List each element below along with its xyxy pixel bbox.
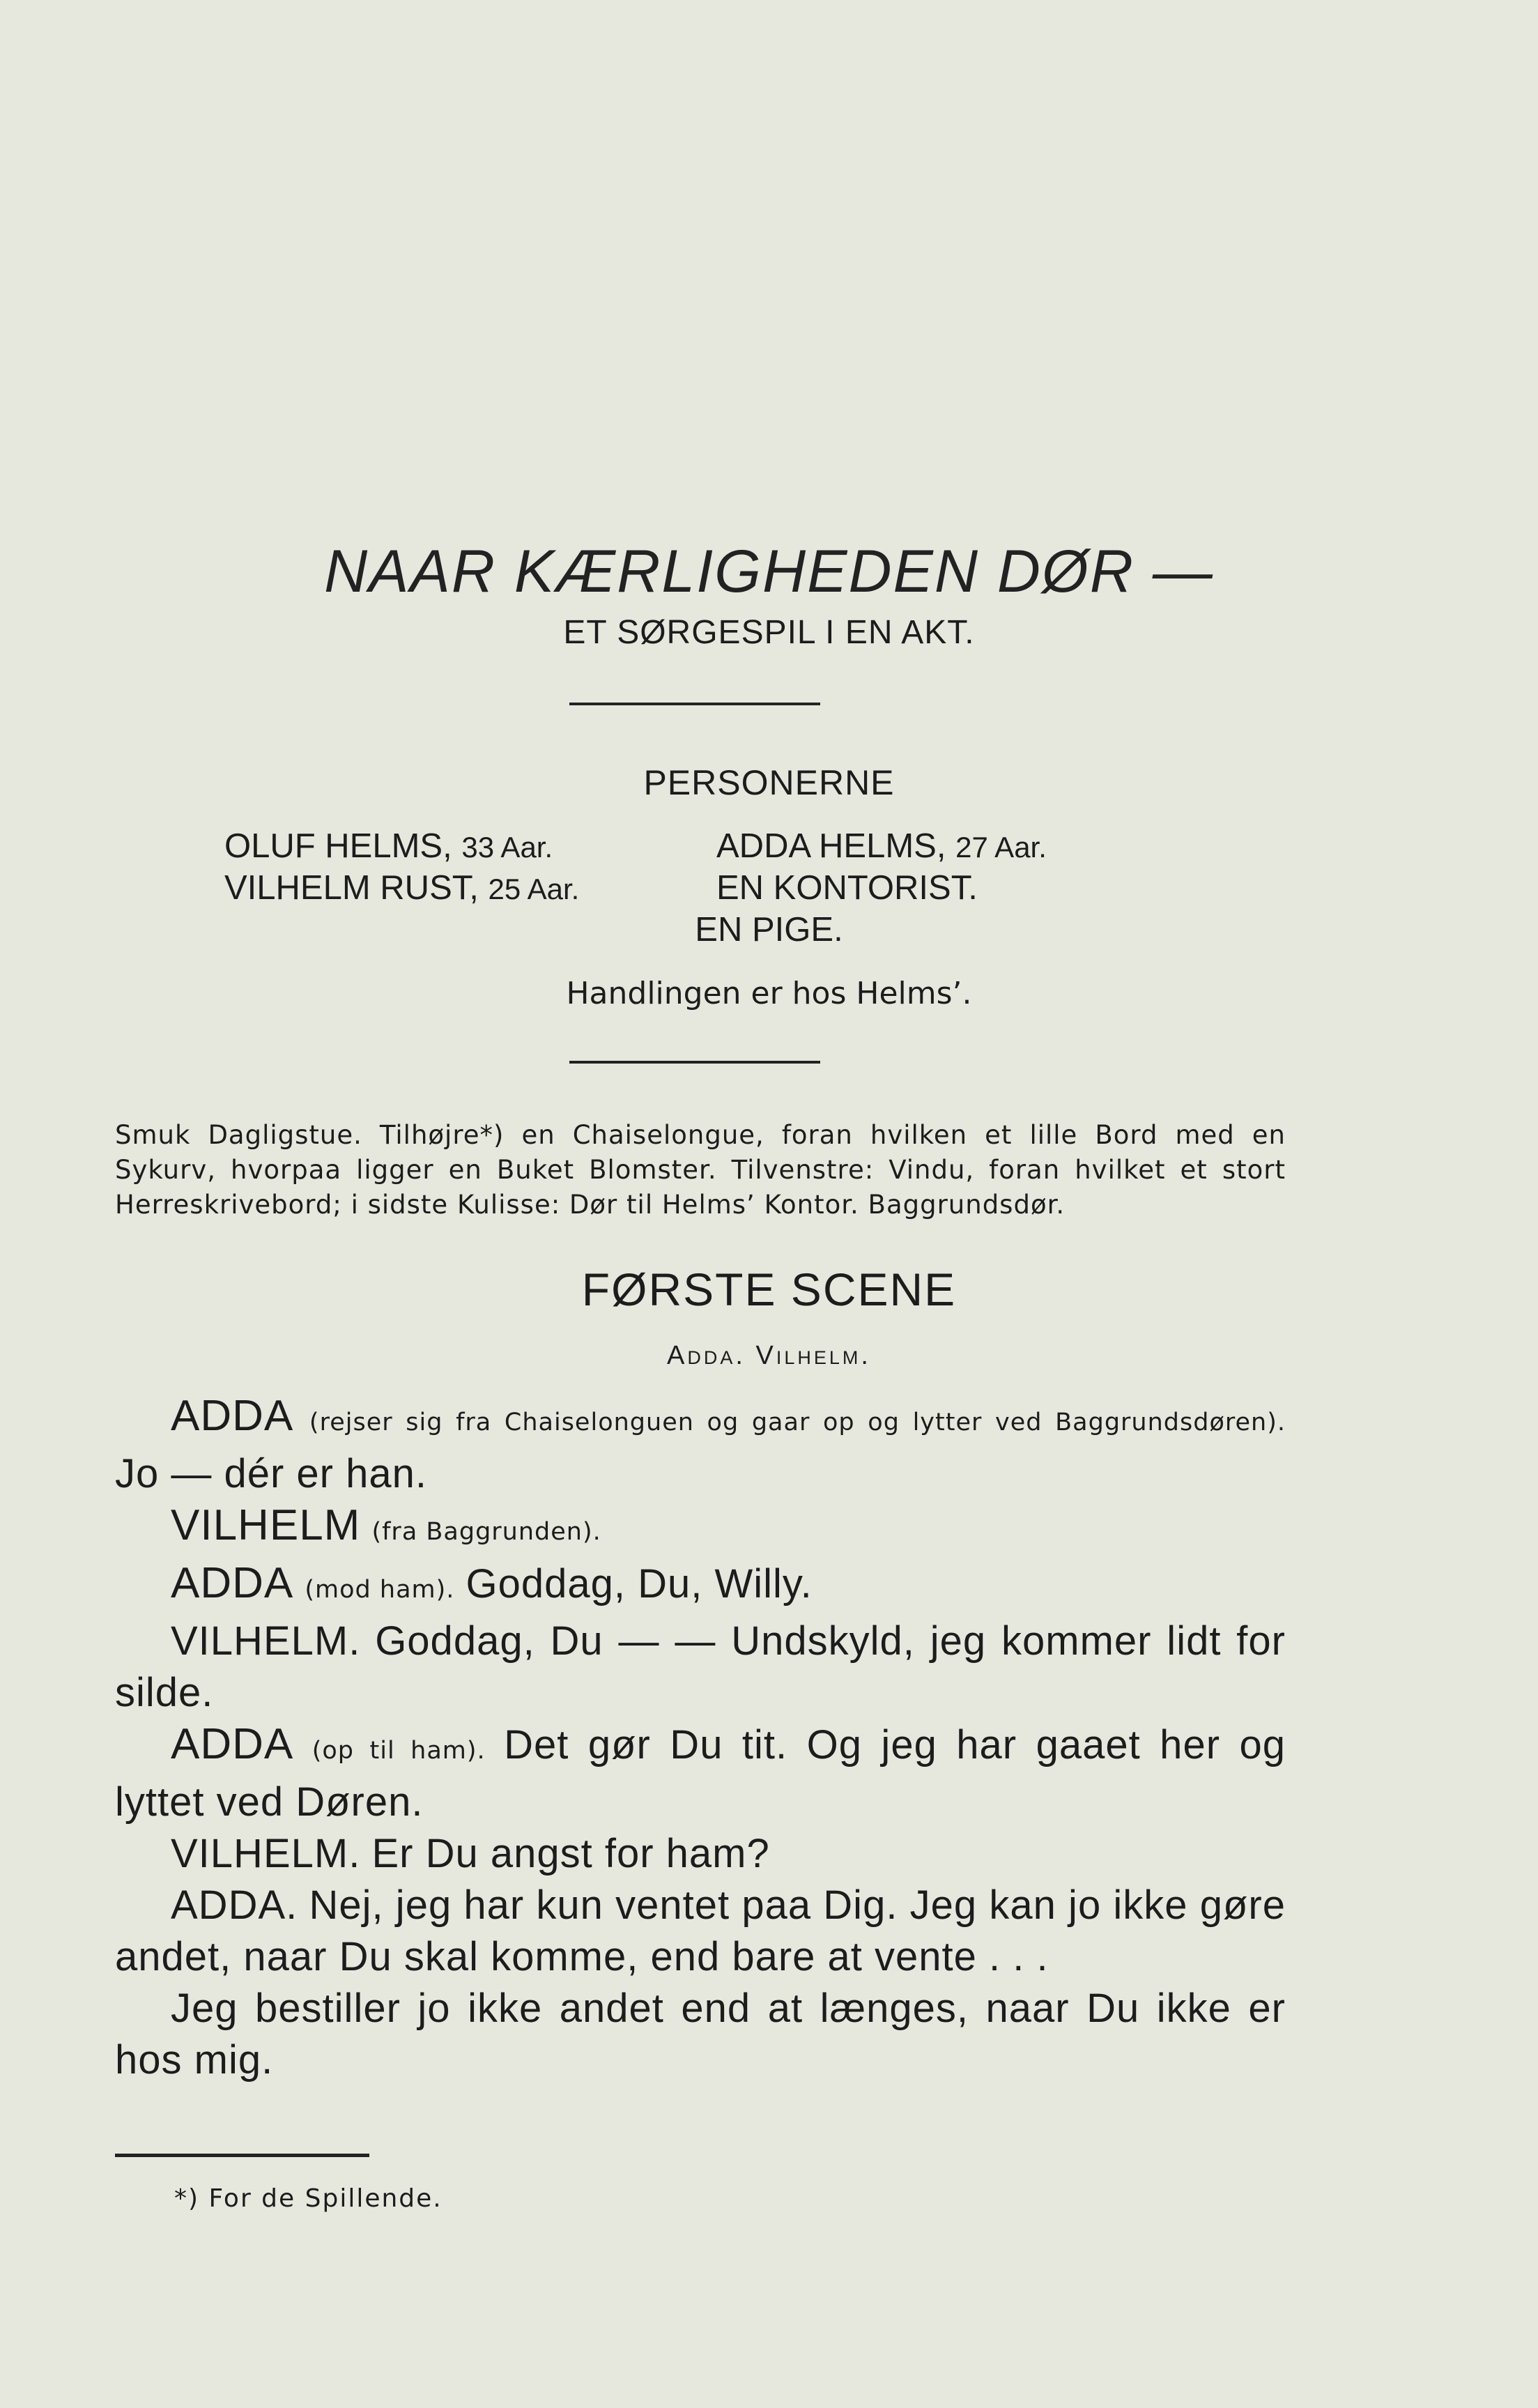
cast-age: 27 Aar. [955, 831, 1047, 864]
footnote: *) For de Spillende. [174, 2184, 443, 2213]
stage-aside: (rejser sig fra Chaiselonguen og gaar op og lytter ved Baggrundsdøren). [309, 1409, 1286, 1436]
line-text: Goddag, Du, Willy. [466, 1561, 813, 1606]
setting-note: Handlingen er hos Helms’. [566, 976, 972, 1011]
dialogue-line [115, 1719, 1286, 1828]
cast-member [224, 867, 579, 910]
cast-member [224, 825, 553, 868]
stage-aside: (mod ham). [305, 1576, 455, 1604]
speaker-name: VILHELM. [171, 1618, 361, 1664]
stage-aside: (op til ham). [312, 1737, 486, 1765]
cast-age: 33 Aar. [461, 831, 553, 864]
dialogue-line [115, 1500, 1286, 1558]
speaker-name: ADDA [171, 1559, 294, 1607]
speaker-name: VILHELM [171, 1501, 361, 1549]
stage-aside: (fra Baggrunden). [371, 1518, 601, 1546]
cast-age: 25 Aar. [488, 873, 580, 905]
cast-heading: PERSONERNE [643, 763, 895, 802]
cast-name: VILHELM RUST, [224, 869, 479, 907]
cast-name: OLUF HELMS, [224, 827, 452, 865]
dialogue [115, 1390, 1286, 2086]
stage-direction: Smuk Dagligstue. Tilhøjre*) en Chaiselongue, foran hvilken et lille Bord med en Sykurv, hvorpaa ligger en Buket Blomster. Tilvenstre: Vindu, foran hvilket et stort Herreskrivebord; i sidste Kulisse: Dør til Helms’ Kontor. Baggrundsdør. [115, 1120, 1286, 1220]
dialogue-line [115, 1880, 1286, 1983]
dialogue-line [115, 1558, 1286, 1616]
play-subtitle: ET SØRGESPIL I EN AKT. [563, 614, 975, 651]
dialogue-line [115, 1828, 1286, 1880]
cast-name: ADDA HELMS, [716, 827, 946, 865]
scene-heading: FØRSTE SCENE [581, 1264, 957, 1315]
cast-name: EN KONTORIST. [716, 869, 978, 907]
speaker-name: ADDA. [171, 1882, 298, 1928]
line-text: Nej, jeg har kun ventet paa Dig. Jeg kan jo ikke gøre andet, naar Du skal komme, end bare at vente . . . [115, 1882, 1286, 1979]
footnote-rule [115, 2154, 369, 2157]
divider-rule [569, 1061, 820, 1064]
speaker-name: ADDA [171, 1392, 294, 1440]
line-text: Er Du angst for ham? [371, 1831, 770, 1876]
dialogue-line [115, 1616, 1286, 1719]
line-text: Jo — dér er han. [115, 1451, 427, 1496]
scene-cast [0, 1338, 1538, 1373]
scene-cast-name: Vilhelm. [755, 1341, 871, 1370]
speaker-name: VILHELM. [171, 1831, 361, 1876]
line-text: Det gør Du tit. Og jeg har gaaet her og lyttet ved Døren. [115, 1722, 1286, 1825]
cast-member [716, 867, 978, 909]
cast-member [716, 825, 1047, 868]
cast-name: EN PIGE. [695, 911, 843, 949]
line-text: Jeg bestiller jo ikke andet end at længes, naar Du ikke er hos mig. [115, 1986, 1286, 2083]
speaker-name: ADDA [171, 1720, 294, 1768]
line-text: Goddag, Du — — Undskyld, jeg kommer lidt for silde. [115, 1618, 1286, 1715]
dialogue-line [115, 1983, 1286, 2086]
cast-member [0, 909, 1538, 951]
scene-cast-name: Adda. [667, 1341, 746, 1370]
dialogue-line [115, 1390, 1286, 1500]
divider-rule [569, 703, 820, 705]
play-title: NAAR KÆRLIGHEDEN DØR — [324, 538, 1214, 605]
